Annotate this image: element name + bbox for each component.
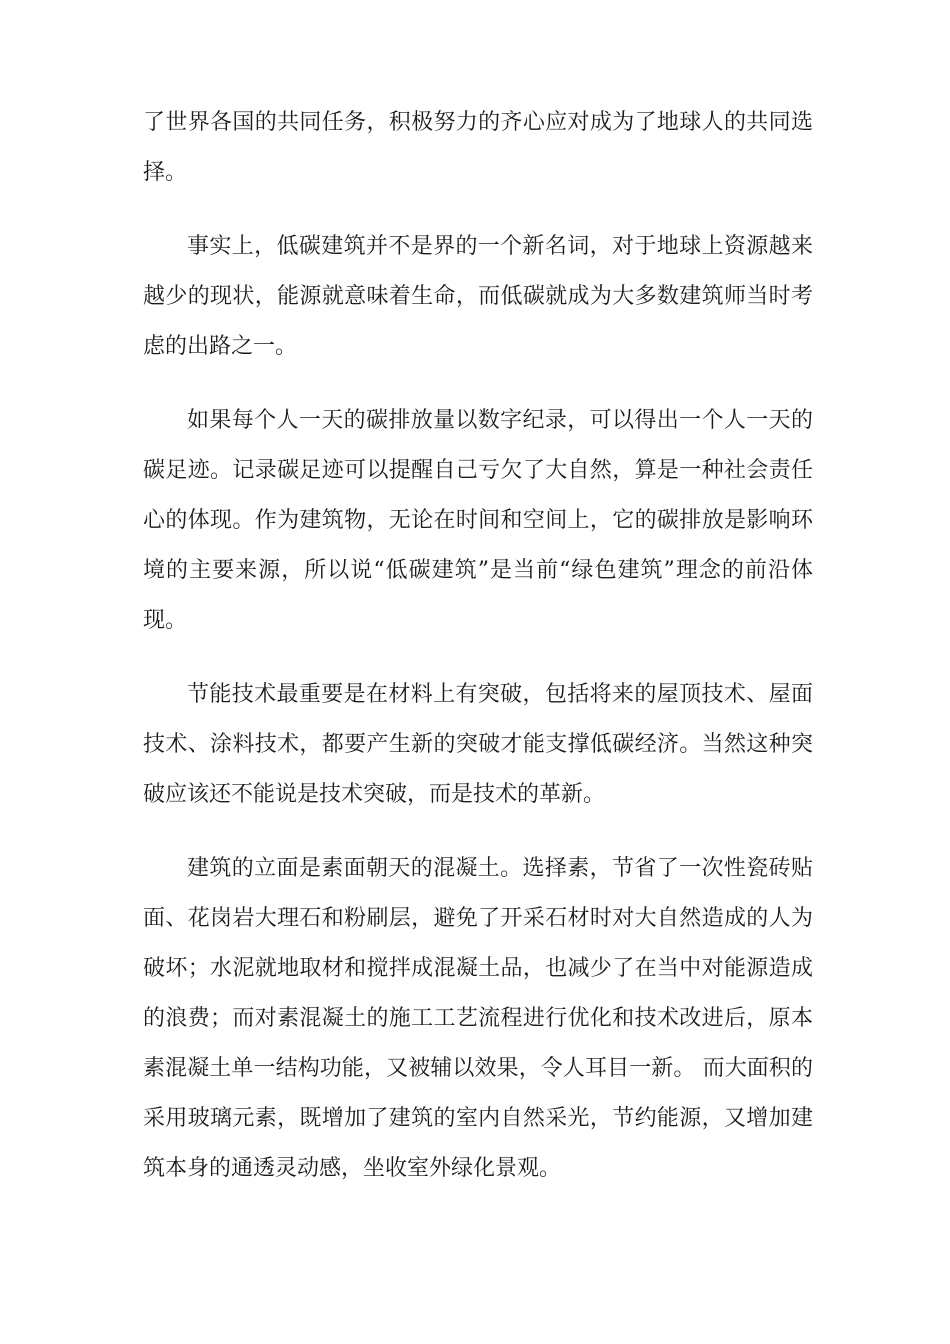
paragraph-5: 建筑的立面是素面朝天的混凝土。选择素，节省了一次性瓷砖贴面、花岗岩大理石和粉刷层，避免了开采石材时对大自然造成的人为破坏；水泥就地取材和搅拌成混凝土品，也减少了在当中对能源造成的浪费；而对素混凝土的施工工艺流程进行优化和技术改进后，原本素混凝土单一结构功能，又被辅以效果，令人耳目一新。 而大面积的采用玻璃元素，既增加了建筑的室内自然采光，节约能源，又增加建筑本身的通透灵动感，坐收室外绿化景观。 xyxy=(143,856,813,1181)
paragraph-2: 事实上，低碳建筑并不是界的一个新名词，对于地球上资源越来越少的现状，能源就意味着生命，而低碳就成为大多数建筑师当时考虑的出路之一。 xyxy=(143,234,813,359)
paragraph-4: 节能技术最重要是在材料上有突破，包括将来的屋顶技术、屋面技术、涂料技术，都要产生新的突破才能支撑低碳经济。当然这种突破应该还不能说是技术突破，而是技术的革新。 xyxy=(143,682,813,807)
paragraph-1: 了世界各国的共同任务，积极努力的齐心应对成为了地球人的共同选择。 xyxy=(143,110,813,185)
paragraph-3: 如果每个人一天的碳排放量以数字纪录，可以得出一个人一天的碳足迹。记录碳足迹可以提醒自己亏欠了大自然，算是一种社会责任心的体现。作为建筑物，无论在时间和空间上，它的碳排放是影响环境的主要来源，所以说“低碳建筑”是当前“绿色建筑”理念的前沿体现。 xyxy=(143,408,813,633)
document-body xyxy=(143,98,813,1218)
